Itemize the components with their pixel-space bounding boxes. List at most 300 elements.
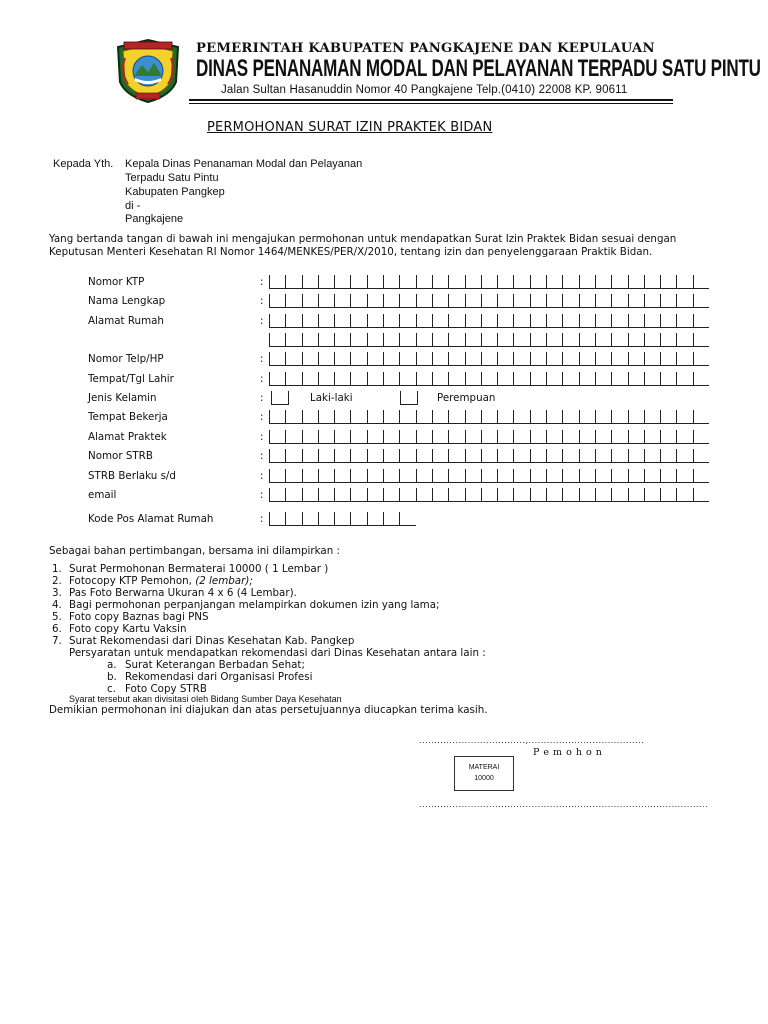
char-cell[interactable] <box>693 314 709 328</box>
char-cell[interactable] <box>628 410 644 424</box>
char-cell[interactable] <box>676 314 692 328</box>
char-cell[interactable] <box>334 430 350 444</box>
char-cell[interactable] <box>595 449 611 463</box>
char-cell[interactable] <box>383 372 399 386</box>
char-cell[interactable] <box>562 469 578 483</box>
char-cell[interactable] <box>481 449 497 463</box>
char-cell[interactable] <box>399 333 415 347</box>
char-cell[interactable] <box>481 430 497 444</box>
char-cell[interactable] <box>546 352 562 366</box>
char-cell[interactable] <box>269 469 285 483</box>
char-cell[interactable] <box>269 410 285 424</box>
char-cell[interactable] <box>611 333 627 347</box>
char-cell[interactable] <box>465 488 481 502</box>
char-cell[interactable] <box>676 275 692 289</box>
char-cell[interactable] <box>644 488 660 502</box>
char-cell[interactable] <box>546 488 562 502</box>
char-cell[interactable] <box>465 294 481 308</box>
char-cell[interactable] <box>660 372 676 386</box>
char-cell[interactable] <box>562 430 578 444</box>
char-cell[interactable] <box>350 333 366 347</box>
char-cell[interactable] <box>465 410 481 424</box>
alamat-praktek-boxes[interactable] <box>269 430 709 444</box>
char-cell[interactable] <box>562 410 578 424</box>
char-cell[interactable] <box>448 294 464 308</box>
char-cell[interactable] <box>350 512 366 526</box>
char-cell[interactable] <box>644 372 660 386</box>
char-cell[interactable] <box>399 410 415 424</box>
char-cell[interactable] <box>318 469 334 483</box>
char-cell[interactable] <box>318 372 334 386</box>
char-cell[interactable] <box>269 512 285 526</box>
char-cell[interactable] <box>481 488 497 502</box>
char-cell[interactable] <box>269 488 285 502</box>
char-cell[interactable] <box>676 294 692 308</box>
nomor-strb-boxes[interactable] <box>269 449 709 463</box>
char-cell[interactable] <box>595 430 611 444</box>
char-cell[interactable] <box>399 430 415 444</box>
char-cell[interactable] <box>269 294 285 308</box>
char-cell[interactable] <box>448 275 464 289</box>
char-cell[interactable] <box>660 275 676 289</box>
char-cell[interactable] <box>465 430 481 444</box>
char-cell[interactable] <box>693 488 709 502</box>
char-cell[interactable] <box>676 430 692 444</box>
char-cell[interactable] <box>644 410 660 424</box>
char-cell[interactable] <box>350 488 366 502</box>
char-cell[interactable] <box>416 333 432 347</box>
char-cell[interactable] <box>416 275 432 289</box>
char-cell[interactable] <box>497 430 513 444</box>
char-cell[interactable] <box>513 352 529 366</box>
char-cell[interactable] <box>350 352 366 366</box>
char-cell[interactable] <box>611 469 627 483</box>
char-cell[interactable] <box>383 294 399 308</box>
char-cell[interactable] <box>513 294 529 308</box>
nomor-ktp-boxes[interactable] <box>269 275 709 289</box>
char-cell[interactable] <box>334 333 350 347</box>
char-cell[interactable] <box>350 314 366 328</box>
char-cell[interactable] <box>367 275 383 289</box>
kode-pos-boxes[interactable] <box>269 512 416 526</box>
char-cell[interactable] <box>302 430 318 444</box>
char-cell[interactable] <box>334 449 350 463</box>
char-cell[interactable] <box>579 372 595 386</box>
char-cell[interactable] <box>285 352 301 366</box>
char-cell[interactable] <box>432 488 448 502</box>
char-cell[interactable] <box>432 352 448 366</box>
char-cell[interactable] <box>302 512 318 526</box>
char-cell[interactable] <box>481 294 497 308</box>
char-cell[interactable] <box>676 469 692 483</box>
char-cell[interactable] <box>302 372 318 386</box>
char-cell[interactable] <box>367 430 383 444</box>
char-cell[interactable] <box>513 488 529 502</box>
char-cell[interactable] <box>383 333 399 347</box>
char-cell[interactable] <box>530 410 546 424</box>
char-cell[interactable] <box>350 275 366 289</box>
char-cell[interactable] <box>562 275 578 289</box>
char-cell[interactable] <box>269 449 285 463</box>
char-cell[interactable] <box>676 352 692 366</box>
char-cell[interactable] <box>334 512 350 526</box>
char-cell[interactable] <box>285 410 301 424</box>
char-cell[interactable] <box>628 294 644 308</box>
char-cell[interactable] <box>432 410 448 424</box>
char-cell[interactable] <box>318 488 334 502</box>
char-cell[interactable] <box>350 294 366 308</box>
char-cell[interactable] <box>530 449 546 463</box>
char-cell[interactable] <box>383 512 399 526</box>
char-cell[interactable] <box>513 410 529 424</box>
char-cell[interactable] <box>285 314 301 328</box>
char-cell[interactable] <box>302 410 318 424</box>
char-cell[interactable] <box>399 352 415 366</box>
char-cell[interactable] <box>513 314 529 328</box>
checkbox-laki-laki[interactable] <box>271 391 289 405</box>
char-cell[interactable] <box>644 352 660 366</box>
char-cell[interactable] <box>350 449 366 463</box>
char-cell[interactable] <box>562 333 578 347</box>
char-cell[interactable] <box>285 469 301 483</box>
char-cell[interactable] <box>302 333 318 347</box>
char-cell[interactable] <box>318 410 334 424</box>
char-cell[interactable] <box>448 430 464 444</box>
char-cell[interactable] <box>693 410 709 424</box>
char-cell[interactable] <box>628 275 644 289</box>
char-cell[interactable] <box>416 352 432 366</box>
char-cell[interactable] <box>350 410 366 424</box>
char-cell[interactable] <box>660 449 676 463</box>
char-cell[interactable] <box>302 469 318 483</box>
char-cell[interactable] <box>611 410 627 424</box>
char-cell[interactable] <box>481 275 497 289</box>
char-cell[interactable] <box>546 430 562 444</box>
char-cell[interactable] <box>383 352 399 366</box>
char-cell[interactable] <box>269 314 285 328</box>
char-cell[interactable] <box>546 275 562 289</box>
char-cell[interactable] <box>481 314 497 328</box>
char-cell[interactable] <box>676 333 692 347</box>
char-cell[interactable] <box>693 449 709 463</box>
char-cell[interactable] <box>302 352 318 366</box>
char-cell[interactable] <box>562 352 578 366</box>
char-cell[interactable] <box>350 372 366 386</box>
char-cell[interactable] <box>334 294 350 308</box>
char-cell[interactable] <box>318 512 334 526</box>
char-cell[interactable] <box>269 372 285 386</box>
char-cell[interactable] <box>383 488 399 502</box>
char-cell[interactable] <box>367 294 383 308</box>
char-cell[interactable] <box>285 512 301 526</box>
char-cell[interactable] <box>416 372 432 386</box>
char-cell[interactable] <box>416 488 432 502</box>
char-cell[interactable] <box>579 275 595 289</box>
char-cell[interactable] <box>465 469 481 483</box>
char-cell[interactable] <box>660 352 676 366</box>
char-cell[interactable] <box>660 333 676 347</box>
char-cell[interactable] <box>595 294 611 308</box>
char-cell[interactable] <box>448 449 464 463</box>
char-cell[interactable] <box>285 333 301 347</box>
char-cell[interactable] <box>676 372 692 386</box>
char-cell[interactable] <box>595 333 611 347</box>
char-cell[interactable] <box>399 294 415 308</box>
char-cell[interactable] <box>660 314 676 328</box>
char-cell[interactable] <box>513 449 529 463</box>
char-cell[interactable] <box>399 488 415 502</box>
char-cell[interactable] <box>383 469 399 483</box>
char-cell[interactable] <box>546 333 562 347</box>
char-cell[interactable] <box>334 275 350 289</box>
char-cell[interactable] <box>644 469 660 483</box>
char-cell[interactable] <box>416 314 432 328</box>
char-cell[interactable] <box>302 294 318 308</box>
char-cell[interactable] <box>611 352 627 366</box>
char-cell[interactable] <box>676 449 692 463</box>
char-cell[interactable] <box>318 352 334 366</box>
char-cell[interactable] <box>644 294 660 308</box>
char-cell[interactable] <box>416 410 432 424</box>
char-cell[interactable] <box>562 294 578 308</box>
char-cell[interactable] <box>644 275 660 289</box>
char-cell[interactable] <box>530 333 546 347</box>
char-cell[interactable] <box>579 314 595 328</box>
char-cell[interactable] <box>644 430 660 444</box>
tempat-bekerja-boxes[interactable] <box>269 410 709 424</box>
char-cell[interactable] <box>432 469 448 483</box>
char-cell[interactable] <box>530 488 546 502</box>
char-cell[interactable] <box>611 294 627 308</box>
nomor-telp-boxes[interactable] <box>269 352 709 366</box>
char-cell[interactable] <box>367 469 383 483</box>
char-cell[interactable] <box>399 314 415 328</box>
char-cell[interactable] <box>611 449 627 463</box>
char-cell[interactable] <box>530 352 546 366</box>
char-cell[interactable] <box>530 469 546 483</box>
char-cell[interactable] <box>350 469 366 483</box>
char-cell[interactable] <box>432 275 448 289</box>
char-cell[interactable] <box>399 512 415 526</box>
char-cell[interactable] <box>497 410 513 424</box>
char-cell[interactable] <box>497 372 513 386</box>
char-cell[interactable] <box>579 488 595 502</box>
alamat-rumah-boxes[interactable] <box>269 314 709 328</box>
char-cell[interactable] <box>660 469 676 483</box>
char-cell[interactable] <box>334 372 350 386</box>
char-cell[interactable] <box>497 449 513 463</box>
char-cell[interactable] <box>481 333 497 347</box>
char-cell[interactable] <box>318 430 334 444</box>
char-cell[interactable] <box>579 430 595 444</box>
char-cell[interactable] <box>285 449 301 463</box>
char-cell[interactable] <box>383 449 399 463</box>
char-cell[interactable] <box>318 275 334 289</box>
char-cell[interactable] <box>497 333 513 347</box>
char-cell[interactable] <box>334 410 350 424</box>
char-cell[interactable] <box>562 314 578 328</box>
char-cell[interactable] <box>481 410 497 424</box>
char-cell[interactable] <box>383 410 399 424</box>
char-cell[interactable] <box>693 294 709 308</box>
char-cell[interactable] <box>546 314 562 328</box>
char-cell[interactable] <box>530 314 546 328</box>
char-cell[interactable] <box>285 488 301 502</box>
char-cell[interactable] <box>465 275 481 289</box>
char-cell[interactable] <box>399 275 415 289</box>
char-cell[interactable] <box>595 275 611 289</box>
char-cell[interactable] <box>269 352 285 366</box>
char-cell[interactable] <box>465 352 481 366</box>
char-cell[interactable] <box>546 410 562 424</box>
char-cell[interactable] <box>579 352 595 366</box>
char-cell[interactable] <box>611 314 627 328</box>
nama-lengkap-boxes[interactable] <box>269 294 709 308</box>
char-cell[interactable] <box>269 333 285 347</box>
char-cell[interactable] <box>595 352 611 366</box>
char-cell[interactable] <box>628 449 644 463</box>
char-cell[interactable] <box>334 488 350 502</box>
char-cell[interactable] <box>334 352 350 366</box>
char-cell[interactable] <box>513 430 529 444</box>
char-cell[interactable] <box>644 314 660 328</box>
char-cell[interactable] <box>269 430 285 444</box>
char-cell[interactable] <box>399 449 415 463</box>
char-cell[interactable] <box>562 488 578 502</box>
char-cell[interactable] <box>660 430 676 444</box>
char-cell[interactable] <box>693 372 709 386</box>
char-cell[interactable] <box>432 372 448 386</box>
char-cell[interactable] <box>416 430 432 444</box>
char-cell[interactable] <box>562 372 578 386</box>
char-cell[interactable] <box>432 333 448 347</box>
char-cell[interactable] <box>448 333 464 347</box>
char-cell[interactable] <box>579 294 595 308</box>
char-cell[interactable] <box>269 275 285 289</box>
char-cell[interactable] <box>448 469 464 483</box>
char-cell[interactable] <box>579 449 595 463</box>
char-cell[interactable] <box>628 333 644 347</box>
char-cell[interactable] <box>367 372 383 386</box>
char-cell[interactable] <box>628 430 644 444</box>
char-cell[interactable] <box>448 488 464 502</box>
char-cell[interactable] <box>530 294 546 308</box>
char-cell[interactable] <box>497 275 513 289</box>
char-cell[interactable] <box>611 275 627 289</box>
char-cell[interactable] <box>285 275 301 289</box>
char-cell[interactable] <box>628 469 644 483</box>
char-cell[interactable] <box>302 314 318 328</box>
char-cell[interactable] <box>367 449 383 463</box>
char-cell[interactable] <box>693 430 709 444</box>
char-cell[interactable] <box>530 275 546 289</box>
email-boxes[interactable] <box>269 488 709 502</box>
char-cell[interactable] <box>481 352 497 366</box>
char-cell[interactable] <box>302 275 318 289</box>
char-cell[interactable] <box>367 512 383 526</box>
char-cell[interactable] <box>513 333 529 347</box>
char-cell[interactable] <box>579 333 595 347</box>
char-cell[interactable] <box>546 449 562 463</box>
char-cell[interactable] <box>546 294 562 308</box>
char-cell[interactable] <box>595 372 611 386</box>
char-cell[interactable] <box>465 314 481 328</box>
tempat-tgl-lahir-boxes[interactable] <box>269 372 709 386</box>
char-cell[interactable] <box>367 352 383 366</box>
char-cell[interactable] <box>611 488 627 502</box>
char-cell[interactable] <box>399 372 415 386</box>
char-cell[interactable] <box>465 333 481 347</box>
alamat-rumah-line2-boxes[interactable] <box>269 333 709 347</box>
char-cell[interactable] <box>481 469 497 483</box>
char-cell[interactable] <box>660 410 676 424</box>
char-cell[interactable] <box>432 430 448 444</box>
char-cell[interactable] <box>465 449 481 463</box>
char-cell[interactable] <box>383 430 399 444</box>
char-cell[interactable] <box>432 449 448 463</box>
char-cell[interactable] <box>432 294 448 308</box>
char-cell[interactable] <box>318 294 334 308</box>
char-cell[interactable] <box>416 294 432 308</box>
char-cell[interactable] <box>676 410 692 424</box>
char-cell[interactable] <box>334 314 350 328</box>
char-cell[interactable] <box>318 449 334 463</box>
char-cell[interactable] <box>432 314 448 328</box>
char-cell[interactable] <box>302 449 318 463</box>
char-cell[interactable] <box>595 410 611 424</box>
checkbox-perempuan[interactable] <box>400 391 418 405</box>
char-cell[interactable] <box>367 410 383 424</box>
char-cell[interactable] <box>448 352 464 366</box>
char-cell[interactable] <box>628 372 644 386</box>
char-cell[interactable] <box>546 469 562 483</box>
char-cell[interactable] <box>497 352 513 366</box>
char-cell[interactable] <box>465 372 481 386</box>
char-cell[interactable] <box>497 469 513 483</box>
char-cell[interactable] <box>399 469 415 483</box>
char-cell[interactable] <box>595 314 611 328</box>
char-cell[interactable] <box>513 372 529 386</box>
char-cell[interactable] <box>367 314 383 328</box>
char-cell[interactable] <box>546 372 562 386</box>
char-cell[interactable] <box>318 333 334 347</box>
char-cell[interactable] <box>693 333 709 347</box>
char-cell[interactable] <box>530 372 546 386</box>
char-cell[interactable] <box>644 449 660 463</box>
char-cell[interactable] <box>497 488 513 502</box>
char-cell[interactable] <box>611 430 627 444</box>
char-cell[interactable] <box>579 469 595 483</box>
char-cell[interactable] <box>367 333 383 347</box>
char-cell[interactable] <box>302 488 318 502</box>
char-cell[interactable] <box>595 469 611 483</box>
strb-berlaku-boxes[interactable] <box>269 469 709 483</box>
char-cell[interactable] <box>497 314 513 328</box>
char-cell[interactable] <box>497 294 513 308</box>
char-cell[interactable] <box>285 294 301 308</box>
char-cell[interactable] <box>628 352 644 366</box>
char-cell[interactable] <box>676 488 692 502</box>
char-cell[interactable] <box>416 449 432 463</box>
char-cell[interactable] <box>350 430 366 444</box>
char-cell[interactable] <box>562 449 578 463</box>
char-cell[interactable] <box>416 469 432 483</box>
char-cell[interactable] <box>334 469 350 483</box>
char-cell[interactable] <box>644 333 660 347</box>
char-cell[interactable] <box>693 469 709 483</box>
char-cell[interactable] <box>318 314 334 328</box>
char-cell[interactable] <box>481 372 497 386</box>
